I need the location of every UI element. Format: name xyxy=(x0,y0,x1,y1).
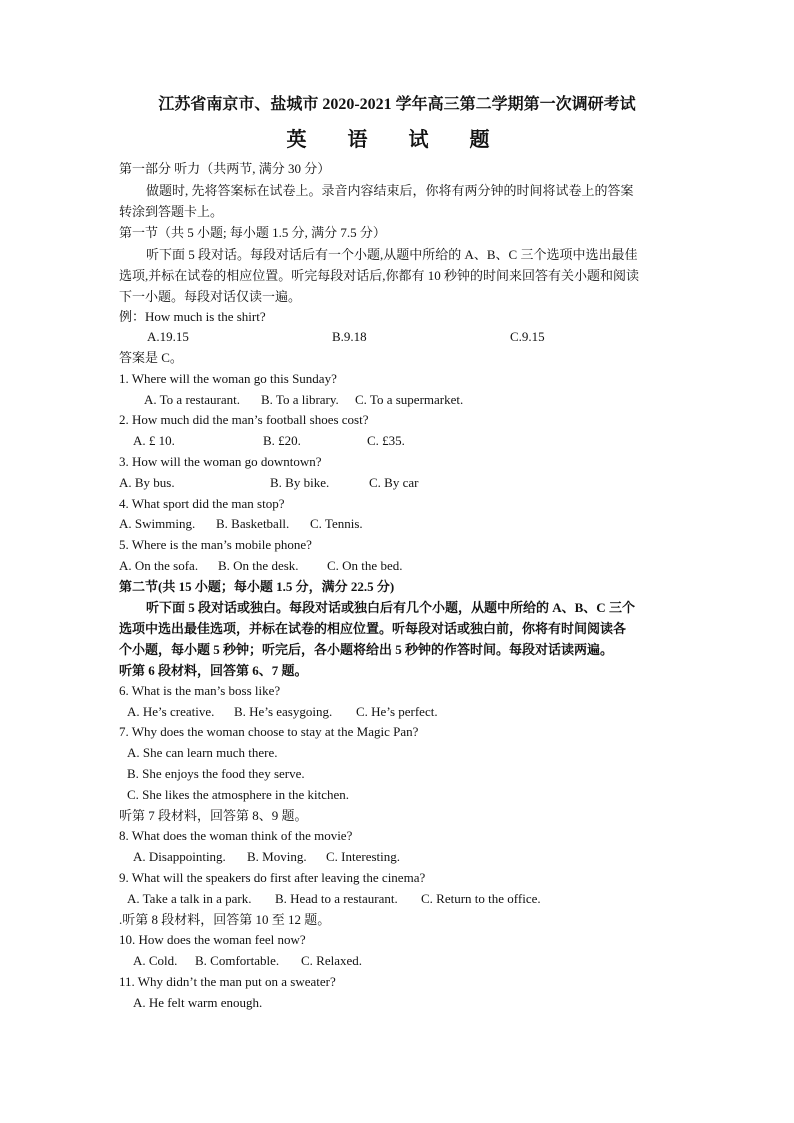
section2-instruction-line: 听下面 5 段对话或独白。每段对话或独白后有几个小题，从题中所给的 A、B、C 三个 xyxy=(146,600,635,615)
part1-instruction-line: 转涂到答题卡上。 xyxy=(119,204,224,219)
option-a: A. On the sofa. xyxy=(119,558,199,573)
question-stem: 11. Why didn’t the man put on a sweater? xyxy=(119,974,336,989)
exam-subject-title: 英 语 试 题 xyxy=(286,129,508,151)
question-stem: 3. How will the woman go downtown? xyxy=(119,454,322,469)
option-c: C. To a supermarket. xyxy=(355,392,464,407)
option-a: A. By bus. xyxy=(119,475,175,490)
section2-heading: 第二节(共 15 小题；每小题 1.5 分，满分 22.5 分) xyxy=(119,579,395,594)
option-b: B. £20. xyxy=(263,433,301,448)
option-a: A. Cold. xyxy=(133,953,178,968)
option-c: C. £35. xyxy=(367,433,405,448)
option-b: B. Basketball. xyxy=(216,516,290,531)
option-c: C.9.15 xyxy=(510,329,545,344)
option-c: C. Tennis. xyxy=(310,516,363,531)
section2-instruction-line: 选项中选出最佳选项，并标在试卷的相应位置。听每段对话或独白前，你将有时间阅读各 xyxy=(119,621,627,636)
option-a: A. Swimming. xyxy=(119,516,196,531)
option-c: C. Relaxed. xyxy=(301,953,363,968)
option-a: A. Take a talk in a park. xyxy=(127,891,252,906)
option-c: C. He’s perfect. xyxy=(356,704,438,719)
exam-title: 江苏省南京市、盐城市 2020-2021 学年高三第二学期第一次调研考试 xyxy=(158,96,636,113)
option-c: C. Return to the office. xyxy=(421,891,541,906)
option-a: A. She can learn much there. xyxy=(127,745,278,760)
section1-instruction-line: 下一小题。每段对话仅读一遍。 xyxy=(119,289,302,304)
question-stem: 1. Where will the woman go this Sunday? xyxy=(119,371,337,386)
question-stem: 6. What is the man’s boss like? xyxy=(119,683,281,698)
question-stem: 7. Why does the woman choose to stay at the Magic Pan? xyxy=(119,724,419,739)
option-b: B.9.18 xyxy=(332,329,367,344)
question-stem: 9. What will the speakers do first after leaving the cinema? xyxy=(119,870,426,885)
option-a: A. He’s creative. xyxy=(127,704,215,719)
option-b: B. She enjoys the food they serve. xyxy=(127,766,305,781)
option-b: B. Comfortable. xyxy=(195,953,280,968)
section1-instruction-line: 听下面 5 段对话。每段对话后有一个小题,从题中所给的 A、B、C 三个选项中选出最佳 xyxy=(146,247,638,262)
option-a: A. £ 10. xyxy=(133,433,175,448)
part1-heading: 第一部分 听力（共两节, 满分 30 分） xyxy=(119,161,331,176)
material-heading: .听第 8 段材料，回答第 10 至 12 题。 xyxy=(119,912,331,927)
section2-instruction-line: 个小题，每小题 5 秒钟；听完后，各小题将给出 5 秒钟的作答时间。每段对话读两遍。 xyxy=(119,642,614,657)
option-c: C. She likes the atmosphere in the kitchen. xyxy=(127,787,350,802)
option-c: C. Interesting. xyxy=(326,849,401,864)
option-c: C. By car xyxy=(369,475,419,490)
section1-heading: 第一节（共 5 小题; 每小题 1.5 分, 满分 7.5 分） xyxy=(119,225,386,240)
example-answer: 答案是 C。 xyxy=(119,350,183,365)
option-b: B. He’s easygoing. xyxy=(234,704,333,719)
question-stem: 8. What does the woman think of the movie? xyxy=(119,828,353,843)
example-question: 例：How much is the shirt? xyxy=(119,309,266,324)
option-a: A.19.15 xyxy=(147,329,189,344)
option-a: A. He felt warm enough. xyxy=(133,995,263,1010)
question-stem: 5. Where is the man’s mobile phone? xyxy=(119,537,312,552)
material-heading: 听第 7 段材料，回答第 8、9 题。 xyxy=(119,808,308,823)
section1-instruction-line: 选项,并标在试卷的相应位置。听完每段对话后,你都有 10 秒钟的时间来回答有关小题和阅读 xyxy=(119,268,640,283)
option-b: B. By bike. xyxy=(270,475,330,490)
part1-instruction-line: 做题时, 先将答案标在试卷上。录音内容结束后，你将有两分钟的时间将试卷上的答案 xyxy=(146,183,634,198)
option-a: A. Disappointing. xyxy=(133,849,226,864)
option-b: B. On the desk. xyxy=(218,558,299,573)
option-a: A. To a restaurant. xyxy=(144,392,240,407)
option-b: B. Moving. xyxy=(247,849,307,864)
option-c: C. On the bed. xyxy=(327,558,403,573)
question-stem: 4. What sport did the man stop? xyxy=(119,496,285,511)
question-stem: 2. How much did the man’s football shoes cost? xyxy=(119,412,369,427)
question-stem: 10. How does the woman feel now? xyxy=(119,932,306,947)
option-b: B. Head to a restaurant. xyxy=(275,891,398,906)
material-heading: 听第 6 段材料，回答第 6、7 题。 xyxy=(119,663,308,678)
option-b: B. To a library. xyxy=(261,392,339,407)
